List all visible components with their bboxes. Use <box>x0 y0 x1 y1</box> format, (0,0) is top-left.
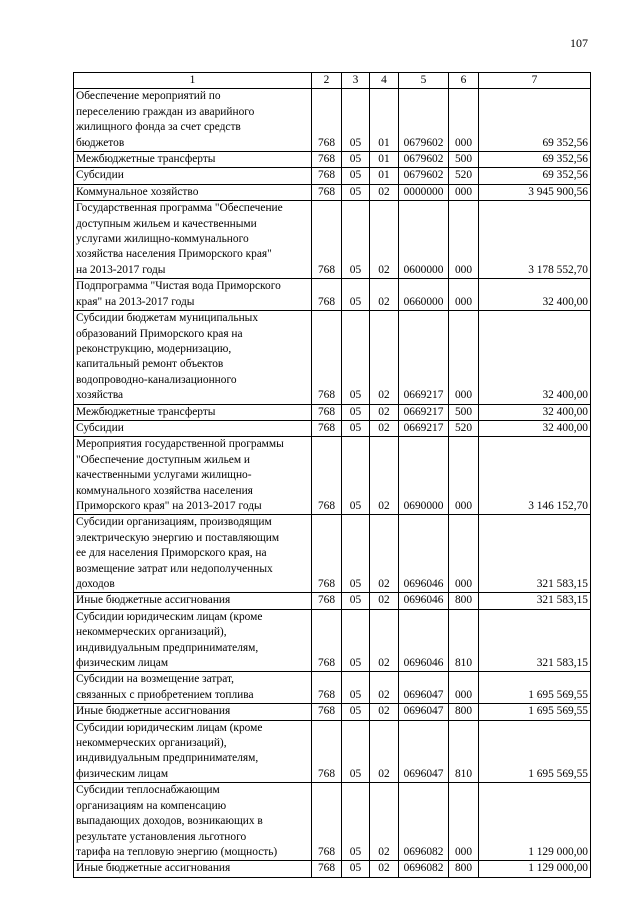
cell-subsection: 05 <box>342 783 370 861</box>
cell-section: 768 <box>312 201 342 279</box>
cell-expense-type: 000 <box>449 279 479 311</box>
cell-subsection: 05 <box>342 704 370 720</box>
cell-section: 768 <box>312 861 342 877</box>
cell-section: 768 <box>312 720 342 783</box>
cell-subsection-2: 02 <box>370 311 399 404</box>
cell-target-code: 0000000 <box>399 184 449 200</box>
cell-name: Подпрограмма "Чистая вода Приморского края" на 2013-2017 годы <box>74 279 312 311</box>
cell-name: Межбюджетные трансферты <box>74 152 312 168</box>
cell-amount: 1 129 000,00 <box>479 783 591 861</box>
cell-expense-type: 500 <box>449 152 479 168</box>
table-row <box>74 672 591 704</box>
table-row <box>74 437 591 515</box>
cell-expense-type: 810 <box>449 720 479 783</box>
cell-subsection-2: 02 <box>370 861 399 877</box>
column-header-1: 1 <box>74 73 312 89</box>
cell-expense-type: 000 <box>449 89 479 152</box>
cell-expense-type: 800 <box>449 704 479 720</box>
cell-amount: 321 583,15 <box>479 593 591 609</box>
cell-subsection: 05 <box>342 515 370 593</box>
cell-expense-type: 000 <box>449 201 479 279</box>
table-row <box>74 404 591 420</box>
cell-amount: 3 178 552,70 <box>479 201 591 279</box>
table-row <box>74 783 591 861</box>
cell-section: 768 <box>312 311 342 404</box>
cell-subsection: 05 <box>342 720 370 783</box>
column-header-5: 5 <box>399 73 449 89</box>
cell-subsection-2: 02 <box>370 184 399 200</box>
cell-expense-type: 810 <box>449 609 479 672</box>
cell-subsection-2: 01 <box>370 168 399 184</box>
cell-amount: 32 400,00 <box>479 404 591 420</box>
table-row <box>74 593 591 609</box>
cell-amount: 3 146 152,70 <box>479 437 591 515</box>
cell-subsection-2: 02 <box>370 704 399 720</box>
cell-expense-type: 000 <box>449 783 479 861</box>
table-row <box>74 609 591 672</box>
cell-target-code: 0660000 <box>399 279 449 311</box>
table-row <box>74 201 591 279</box>
cell-section: 768 <box>312 783 342 861</box>
cell-subsection: 05 <box>342 89 370 152</box>
cell-subsection: 05 <box>342 861 370 877</box>
cell-subsection: 05 <box>342 311 370 404</box>
cell-subsection: 05 <box>342 404 370 420</box>
cell-section: 768 <box>312 168 342 184</box>
cell-subsection-2: 02 <box>370 593 399 609</box>
cell-section: 768 <box>312 420 342 436</box>
cell-name: Государственная программа "Обеспечение доступным жильем и качественными услугами жилищно-коммунального хозяйства населения Приморского края" на 2013-2017 годы <box>74 201 312 279</box>
table-row <box>74 720 591 783</box>
cell-expense-type: 000 <box>449 437 479 515</box>
table-row <box>74 279 591 311</box>
cell-section: 768 <box>312 593 342 609</box>
budget-table <box>73 72 591 878</box>
cell-subsection-2: 02 <box>370 201 399 279</box>
cell-amount: 321 583,15 <box>479 515 591 593</box>
table-row <box>74 420 591 436</box>
cell-section: 768 <box>312 704 342 720</box>
cell-name: Субсидии <box>74 168 312 184</box>
cell-amount: 1 695 569,55 <box>479 672 591 704</box>
cell-target-code: 0696046 <box>399 609 449 672</box>
cell-name: Иные бюджетные ассигнования <box>74 593 312 609</box>
cell-amount: 69 352,56 <box>479 152 591 168</box>
table-row <box>74 89 591 152</box>
table-row <box>74 168 591 184</box>
cell-section: 768 <box>312 89 342 152</box>
cell-subsection-2: 02 <box>370 720 399 783</box>
cell-subsection: 05 <box>342 420 370 436</box>
cell-name: Межбюджетные трансферты <box>74 404 312 420</box>
cell-subsection-2: 01 <box>370 152 399 168</box>
cell-section: 768 <box>312 404 342 420</box>
cell-target-code: 0696047 <box>399 672 449 704</box>
cell-name: Субсидии бюджетам муниципальных образований Приморского края на реконструкцию, модернизацию, капитальный ремонт объектов водопроводно-канализационного хозяйства <box>74 311 312 404</box>
cell-amount: 321 583,15 <box>479 609 591 672</box>
column-header-3: 3 <box>342 73 370 89</box>
table-row <box>74 704 591 720</box>
cell-name: Субсидии на возмещение затрат, связанных с приобретением топлива <box>74 672 312 704</box>
table-row <box>74 152 591 168</box>
cell-target-code: 0690000 <box>399 437 449 515</box>
cell-amount: 1 695 569,55 <box>479 720 591 783</box>
cell-target-code: 0696046 <box>399 593 449 609</box>
cell-amount: 32 400,00 <box>479 311 591 404</box>
cell-name: Субсидии организациям, производящим электрическую энергию и поставляющим ее для населения Приморского края, на возмещение затрат или недополученных доходов <box>74 515 312 593</box>
cell-target-code: 0696047 <box>399 704 449 720</box>
cell-subsection: 05 <box>342 201 370 279</box>
cell-subsection: 05 <box>342 168 370 184</box>
cell-subsection-2: 02 <box>370 783 399 861</box>
table-row <box>74 184 591 200</box>
cell-subsection-2: 02 <box>370 404 399 420</box>
cell-target-code: 0679602 <box>399 152 449 168</box>
cell-target-code: 0696047 <box>399 720 449 783</box>
cell-expense-type: 500 <box>449 404 479 420</box>
cell-name: Коммунальное хозяйство <box>74 184 312 200</box>
cell-subsection-2: 02 <box>370 279 399 311</box>
table-row <box>74 861 591 877</box>
cell-subsection: 05 <box>342 672 370 704</box>
cell-subsection-2: 02 <box>370 672 399 704</box>
table-row <box>74 515 591 593</box>
cell-name: Обеспечение мероприятий по переселению граждан из аварийного жилищного фонда за счет средств бюджетов <box>74 89 312 152</box>
cell-expense-type: 800 <box>449 593 479 609</box>
cell-name: Иные бюджетные ассигнования <box>74 704 312 720</box>
cell-target-code: 0679602 <box>399 89 449 152</box>
table-body <box>74 89 591 877</box>
cell-amount: 32 400,00 <box>479 420 591 436</box>
cell-subsection-2: 02 <box>370 420 399 436</box>
cell-expense-type: 000 <box>449 672 479 704</box>
cell-target-code: 0679602 <box>399 168 449 184</box>
cell-target-code: 0696046 <box>399 515 449 593</box>
cell-name: Субсидии юридическим лицам (кроме некоммерческих организаций), индивидуальным предпринимателям, физическим лицам <box>74 609 312 672</box>
cell-target-code: 0696082 <box>399 783 449 861</box>
cell-target-code: 0696082 <box>399 861 449 877</box>
cell-subsection: 05 <box>342 184 370 200</box>
cell-expense-type: 520 <box>449 168 479 184</box>
column-header-2: 2 <box>312 73 342 89</box>
cell-name: Субсидии <box>74 420 312 436</box>
cell-amount: 32 400,00 <box>479 279 591 311</box>
cell-subsection-2: 02 <box>370 437 399 515</box>
cell-subsection-2: 01 <box>370 89 399 152</box>
column-header-6: 6 <box>449 73 479 89</box>
column-header-4: 4 <box>370 73 399 89</box>
cell-amount: 1 695 569,55 <box>479 704 591 720</box>
cell-subsection: 05 <box>342 437 370 515</box>
cell-target-code: 0669217 <box>399 311 449 404</box>
cell-subsection: 05 <box>342 152 370 168</box>
cell-subsection-2: 02 <box>370 515 399 593</box>
cell-subsection: 05 <box>342 609 370 672</box>
cell-amount: 3 945 900,56 <box>479 184 591 200</box>
table-row <box>74 311 591 404</box>
cell-section: 768 <box>312 184 342 200</box>
cell-target-code: 0600000 <box>399 201 449 279</box>
column-header-7: 7 <box>479 73 591 89</box>
cell-expense-type: 800 <box>449 861 479 877</box>
cell-amount: 1 129 000,00 <box>479 861 591 877</box>
cell-expense-type: 000 <box>449 515 479 593</box>
cell-target-code: 0669217 <box>399 420 449 436</box>
page-number: 107 <box>570 36 588 50</box>
cell-name: Субсидии юридическим лицам (кроме некоммерческих организаций), индивидуальным предпринимателям, физическим лицам <box>74 720 312 783</box>
cell-name: Иные бюджетные ассигнования <box>74 861 312 877</box>
cell-amount: 69 352,56 <box>479 89 591 152</box>
cell-amount: 69 352,56 <box>479 168 591 184</box>
cell-section: 768 <box>312 672 342 704</box>
cell-expense-type: 000 <box>449 311 479 404</box>
header-row <box>74 73 591 89</box>
cell-section: 768 <box>312 515 342 593</box>
cell-name: Субсидии теплоснабжающим организациям на компенсацию выпадающих доходов, возникающих в результате установления льготного тарифа на тепловую энергию (мощность) <box>74 783 312 861</box>
cell-expense-type: 000 <box>449 184 479 200</box>
cell-subsection-2: 02 <box>370 609 399 672</box>
cell-section: 768 <box>312 437 342 515</box>
cell-section: 768 <box>312 279 342 311</box>
cell-section: 768 <box>312 609 342 672</box>
cell-name: Мероприятия государственной программы "Обеспечение доступным жильем и качественными услугами жилищно- коммунального хозяйства населения Приморского края" на 2013-2017 годы <box>74 437 312 515</box>
cell-section: 768 <box>312 152 342 168</box>
cell-expense-type: 520 <box>449 420 479 436</box>
cell-target-code: 0669217 <box>399 404 449 420</box>
cell-subsection: 05 <box>342 593 370 609</box>
cell-subsection: 05 <box>342 279 370 311</box>
